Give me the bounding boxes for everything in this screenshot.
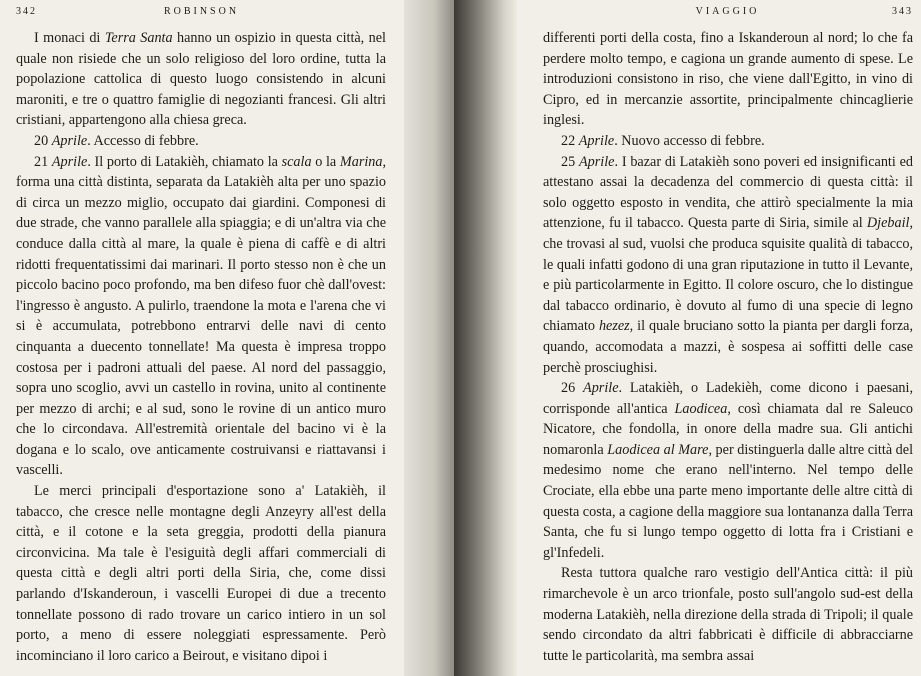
- left-page-number: 342: [16, 6, 37, 17]
- left-running-title: ROBINSON: [163, 6, 240, 17]
- gutter-shadow-left: [404, 0, 454, 676]
- right-page-text: [543, 28, 913, 666]
- right-running-title: VIAGGIO: [695, 6, 760, 17]
- left-page-text: [16, 28, 386, 666]
- left-running-head: [16, 6, 386, 28]
- gutter-shadow-right: [454, 0, 517, 676]
- paragraph: Resta tuttora qualche raro vestigio dell'Antica città: il più rimarchevole è un arco trionfale, posto sull'angolo sud-est della moderna Latakièh, nella direzione della strada di Tripoli; il quale sendo circondato da altri fabbricati è difficile di abbracciarne tutte le particolarità, ma sembra assai: [543, 565, 913, 664]
- paragraph: 20 Aprile. Accesso di febbre.: [34, 132, 199, 149]
- right-page-number: 343: [892, 6, 913, 17]
- paragraph: Le merci principali d'esportazione sono a' Latakièh, il tabacco, che cresce nelle montagne degli Anzeyry all'est della città, e il cotone e la seta greggia, prodotti della pianura circonvicina. Ma tale è l'esiguità degli affari commerciali di questa città e degli altri porti della Siria, che, come dissi parlando d'Iskanderoun, i vascelli Europei di due a trecento tonnellate possono di rado trovare un carico intiero in un sol porto, a meno di essere noleggiati espressamente. Però incominciano il loro carico a Beirout, e visitano dipoi i: [16, 483, 386, 664]
- right-running-head: [543, 6, 913, 28]
- left-page: [0, 0, 404, 676]
- paragraph: 21 Aprile. Il porto di Latakièh, chiamato la scala o la Marina, forma una città distinta, separata da Latakièh alta per uno spazio di circa un mezzo miglio, occupato dai giardini. Componesi di due strade, che vanno parallele alla spiaggia; e di un'altra via che conduce dalla città al mare, la quale è piena di caffè e di altri ridotti frequentatissimi dai marinari. Il porto stesso non è che un piccolo bacino poco profondo, ma ben difeso fuor chè dall'ovest: l'ingresso è angusto. A pulirlo, traendone la mota e l'arena che vi si è accumulata, potrebbono entrarvi delle navi di cento cinquanta a duecento tonnellate! Ma questa è impresa troppo costosa per i padroni attuali del paese. Al nord del passaggio, sopra uno scoglio, avvi un castello in rovina, unito al continente per mezzo di archi; e al sud, sono le rovine di un antico muro che lo circondava. All'estremità orientale del bacino vi è la dogana e lo scalo, ove anticamente costruivansi e riattavansi i vascelli.: [16, 153, 387, 479]
- paragraph: 25 Aprile. I bazar di Latakièh sono poveri ed insignificanti ed attestano assai la decadenza del commercio di questa città: il solo oggetto esposto in vendita, che attirò specialmente la mia attenzione, fu il tabacco. Questa parte di Siria, simile al Djebail, che trovasi al sud, vuolsi che produca squisite qualità di tabacco, le quali infatti godono di una gran riputazione in tutto il Levante, e più particolarmente in Egitto. Il colore oscuro, che lo distingue dal tabacco ordinario, è dovuto al fumo di una specie di legno chiamato hezez, il quale bruciano sotto la pianta per dargli forza, quando, accomodata a mazzi, è sospesa ai soffitti delle case perchè prosciughisi.: [543, 153, 914, 376]
- paragraph-continuation: differenti porti della costa, fino a Iskanderoun al nord; lo che fa perdere molto tempo, e cagiona un grande aumento di spese. Le introduzioni consistono in riso, che viene dall'Egitto, in vino di Cipro, ed in mercanzie assortite, principalmente chincaglierie inglesi.: [543, 30, 913, 129]
- right-page: [517, 0, 921, 676]
- paragraph: I monaci di Terra Santa hanno un ospizio in questa città, nel quale non risiede che un solo religioso del loro ordine, tutta la popolazione cattolica di questo luogo consistendo in alcuni maroniti, e tre o quattro famiglie di negozianti francesi. Gli altri cristiani, appartengono alla chiesa greca.: [16, 30, 386, 129]
- paragraph: 22 Aprile. Nuovo accesso di febbre.: [561, 132, 765, 149]
- paragraph: 26 Aprile. Latakièh, o Ladekièh, come dicono i paesani, corrisponde all'antica Laodicea, così chiamata dal re Saleuco Nicatore, che fondolla, in onore della madre sua. Gli antichi nomaronla Laodicea al Mare, per distinguerla dalle altre città del medesimo nome che erano nell'interno. Nel tempo delle Crociate, ella ebbe una parte meno importante delle altre città di questa costa, a cagione della maggiore sua lontananza dalla Terra Santa, che fu si lungo tempo oggetto di lotta fra i Cristiani e gl'Infedeli.: [543, 380, 914, 561]
